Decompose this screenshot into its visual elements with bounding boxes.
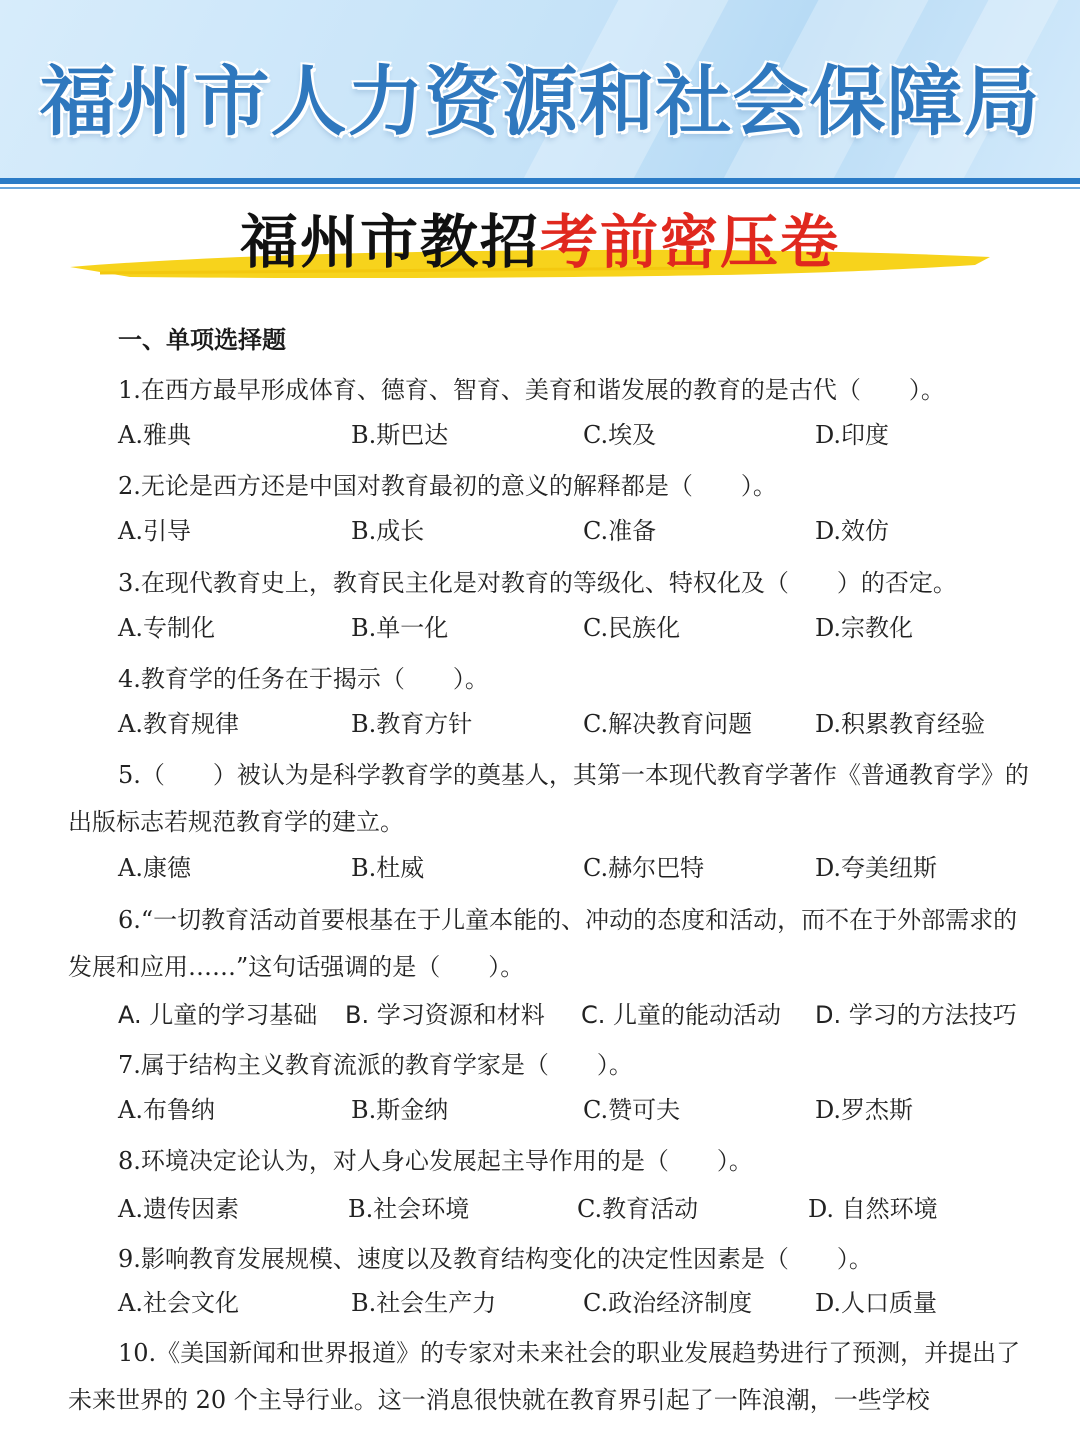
question-stem: 8.环境决定论认为，对人身心发展起主导作用的是（ ）。 bbox=[118, 1147, 753, 1175]
exam-title-highlight: 考前密压卷 bbox=[540, 208, 841, 276]
option-b: B.杜威 bbox=[351, 854, 425, 882]
option-row bbox=[118, 1088, 1038, 1132]
option-c: C.民族化 bbox=[583, 614, 681, 642]
question-stem: 3.在现代教育史上，教育民主化是对教育的等级化、特权化及（ ）的否定。 bbox=[118, 569, 957, 597]
option-d: D.印度 bbox=[815, 421, 890, 449]
option-a: A.雅典 bbox=[118, 421, 191, 449]
option-b: B.斯金纳 bbox=[351, 1096, 449, 1124]
option-c: C.埃及 bbox=[583, 421, 657, 449]
option-row bbox=[118, 509, 1038, 553]
option-a: A.社会文化 bbox=[118, 1289, 239, 1317]
option-b: B. 学习资源和材料 bbox=[345, 1001, 545, 1029]
option-row bbox=[118, 1187, 1038, 1231]
option-b: B.社会环境 bbox=[348, 1195, 470, 1223]
option-c: C.政治经济制度 bbox=[583, 1289, 753, 1317]
question-stem: 9.影响教育发展规模、速度以及教育结构变化的决定性因素是（ ）。 bbox=[118, 1245, 873, 1273]
option-d: D.效仿 bbox=[815, 517, 890, 545]
option-c: C.解决教育问题 bbox=[583, 710, 753, 738]
option-d: D.罗杰斯 bbox=[815, 1096, 914, 1124]
header-banner bbox=[0, 0, 1080, 178]
option-d: D.积累教育经验 bbox=[815, 710, 986, 738]
option-d: D.宗教化 bbox=[815, 614, 914, 642]
option-a: A.专制化 bbox=[118, 614, 215, 642]
option-a: A.教育规律 bbox=[118, 710, 239, 738]
option-row bbox=[118, 846, 1038, 890]
option-row bbox=[118, 993, 1038, 1037]
question-stem: 1.在西方最早形成体育、德育、智育、美育和谐发展的教育的是古代（ ）。 bbox=[118, 376, 945, 404]
option-a: A.康德 bbox=[118, 854, 191, 882]
exam-title bbox=[0, 200, 1080, 284]
question-stem: 2.无论是西方还是中国对教育最初的意义的解释都是（ ）。 bbox=[118, 472, 777, 500]
option-b: B.教育方针 bbox=[351, 710, 473, 738]
question-stem: 6.“一切教育活动首要根基在于儿童本能的、冲动的态度和活动，而不在于外部需求的发展和应用……”这句话强调的是（ ）。 bbox=[68, 906, 1018, 981]
option-c: C.赫尔巴特 bbox=[583, 854, 705, 882]
option-a: A.布鲁纳 bbox=[118, 1096, 215, 1124]
option-a: A.遗传因素 bbox=[118, 1195, 239, 1223]
option-d: D. 自然环境 bbox=[808, 1195, 938, 1223]
exam-title-main: 福州市教招 bbox=[239, 208, 540, 276]
option-row bbox=[118, 606, 1038, 650]
option-c: C. 儿童的能动活动 bbox=[581, 1001, 782, 1029]
option-c: C.教育活动 bbox=[577, 1195, 699, 1223]
question-stem: 10.《美国新闻和世界报道》的专家对未来社会的职业发展趋势进行了预测，并提出了未来世界的 20 个主导行业。这一消息很快就在教育界引起了一阵浪潮，一些学校 bbox=[68, 1339, 1021, 1414]
option-c: C.准备 bbox=[583, 517, 657, 545]
option-b: B.斯巴达 bbox=[351, 421, 449, 449]
header-divider bbox=[0, 178, 1080, 184]
option-a: A.引导 bbox=[118, 517, 191, 545]
option-d: D. 学习的方法技巧 bbox=[815, 1001, 1017, 1029]
option-c: C.赞可夫 bbox=[583, 1096, 681, 1124]
option-b: B.成长 bbox=[351, 517, 425, 545]
question-stem: 5.（ ）被认为是科学教育学的奠基人，其第一本现代教育学著作《普通教育学》的出版标志若规范教育学的建立。 bbox=[68, 761, 1029, 836]
question-stem: 4.教育学的任务在于揭示（ ）。 bbox=[118, 665, 489, 693]
org-title: 福州市人力资源和社会保障局 bbox=[39, 57, 1041, 146]
header-divider-thin bbox=[0, 187, 1080, 189]
option-b: B.社会生产力 bbox=[351, 1289, 497, 1317]
option-row bbox=[118, 1281, 1038, 1325]
option-d: D.夸美纽斯 bbox=[815, 854, 938, 882]
option-row bbox=[118, 702, 1038, 746]
option-d: D.人口质量 bbox=[815, 1289, 938, 1317]
question-stem: 7.属于结构主义教育流派的教育学家是（ ）。 bbox=[118, 1051, 633, 1079]
option-row bbox=[118, 413, 1038, 457]
option-b: B.单一化 bbox=[351, 614, 449, 642]
option-a: A. 儿童的学习基础 bbox=[118, 1001, 318, 1029]
section-title: 一、单项选择题 bbox=[118, 326, 286, 354]
